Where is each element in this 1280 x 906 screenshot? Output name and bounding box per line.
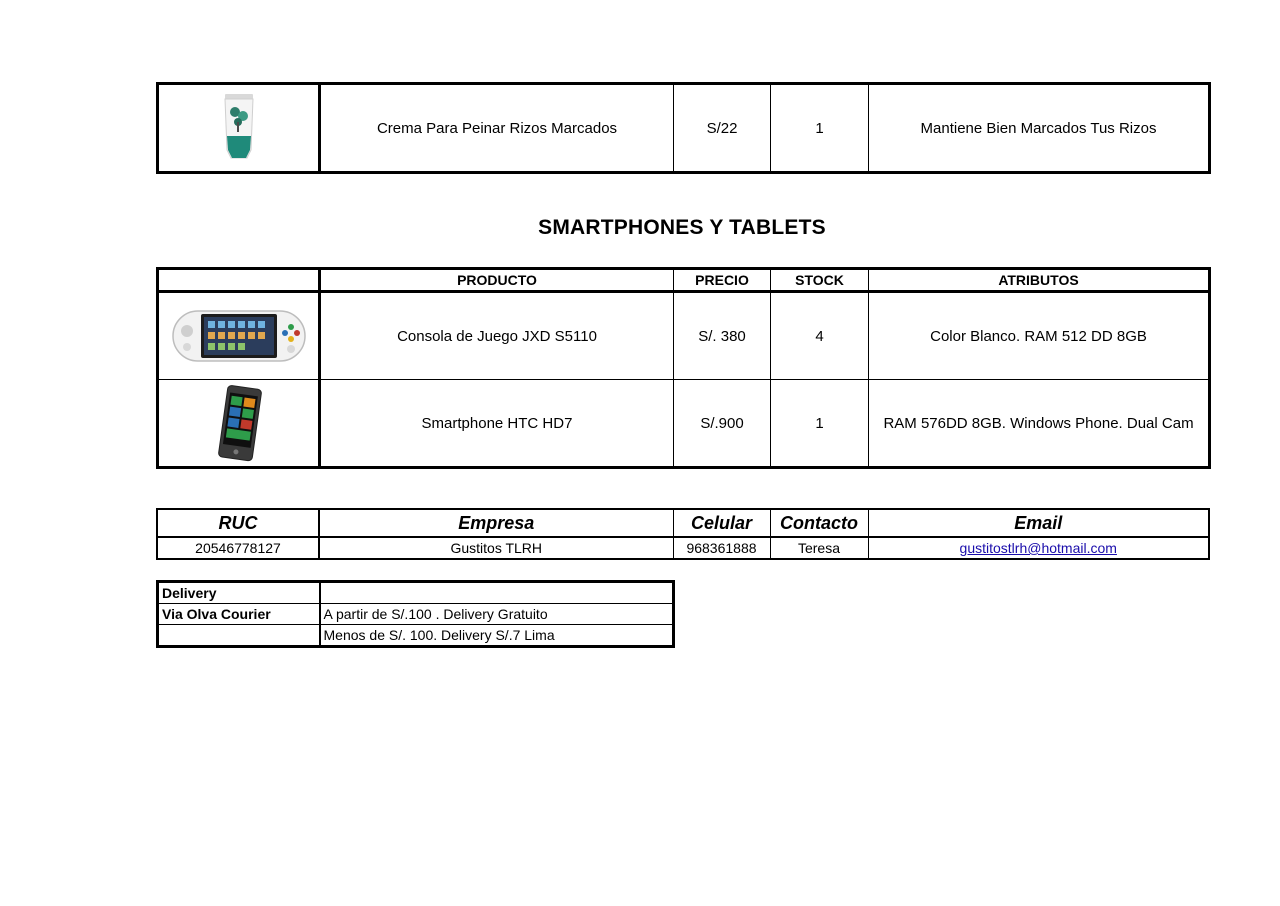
email-link[interactable]: gustitostlrh@hotmail.com [959,540,1117,556]
delivery-line-2: Menos de S/. 100. Delivery S/.7 Lima [320,625,674,647]
product-stock: 1 [771,84,869,173]
email-cell [868,537,1209,559]
hair-products-table [156,82,1211,174]
product-stock: 4 [771,292,869,380]
product-attributes: Mantiene Bien Marcados Tus Rizos [869,84,1210,173]
contact-table [156,508,1210,560]
product-name: Smartphone HTC HD7 [320,380,674,468]
header-stock: STOCK [771,269,869,292]
product-name: Consola de Juego JXD S5110 [320,292,674,380]
image-header [158,269,320,292]
product-price: S/22 [674,84,771,173]
delivery-line-1: A partir de S/.100 . Delivery Gratuito [320,604,674,625]
table-row [158,625,674,647]
table-row [158,380,1210,468]
delivery-empty-cell [320,582,674,604]
cream-tube-image [219,92,259,164]
product-name: Crema Para Peinar Rizos Marcados [320,84,674,173]
company-value: Gustitos TLRH [319,537,673,559]
header-email: Email [868,509,1209,537]
delivery-title: Delivery [158,582,320,604]
product-image-cell [158,380,320,468]
header-company: Empresa [319,509,673,537]
product-price: S/. 380 [674,292,771,380]
product-attributes: RAM 576DD 8GB. Windows Phone. Dual Cam [869,380,1210,468]
header-price: PRECIO [674,269,771,292]
delivery-courier: Via Olva Courier [158,604,320,625]
smartphone-image [211,384,267,462]
table-header-row [157,509,1209,537]
product-attributes: Color Blanco. RAM 512 DD 8GB [869,292,1210,380]
phone-value: 968361888 [673,537,770,559]
header-product: PRODUCTO [320,269,674,292]
section-title: SMARTPHONES Y TABLETS [538,216,826,239]
header-contact: Contacto [770,509,868,537]
ruc-value: 20546778127 [157,537,319,559]
table-row [157,537,1209,559]
table-row [158,292,1210,380]
contact-value: Teresa [770,537,868,559]
smartphones-table [156,267,1211,469]
table-row [158,582,674,604]
table-row [158,84,1210,173]
header-attributes: ATRIBUTOS [869,269,1210,292]
product-price: S/.900 [674,380,771,468]
header-ruc: RUC [157,509,319,537]
table-row [158,604,674,625]
table-header-row [158,269,1210,292]
delivery-empty-label [158,625,320,647]
product-stock: 1 [771,380,869,468]
delivery-table [156,580,675,648]
product-image-cell [158,84,320,173]
game-console-image [171,305,307,367]
header-phone: Celular [673,509,770,537]
product-image-cell [158,292,320,380]
